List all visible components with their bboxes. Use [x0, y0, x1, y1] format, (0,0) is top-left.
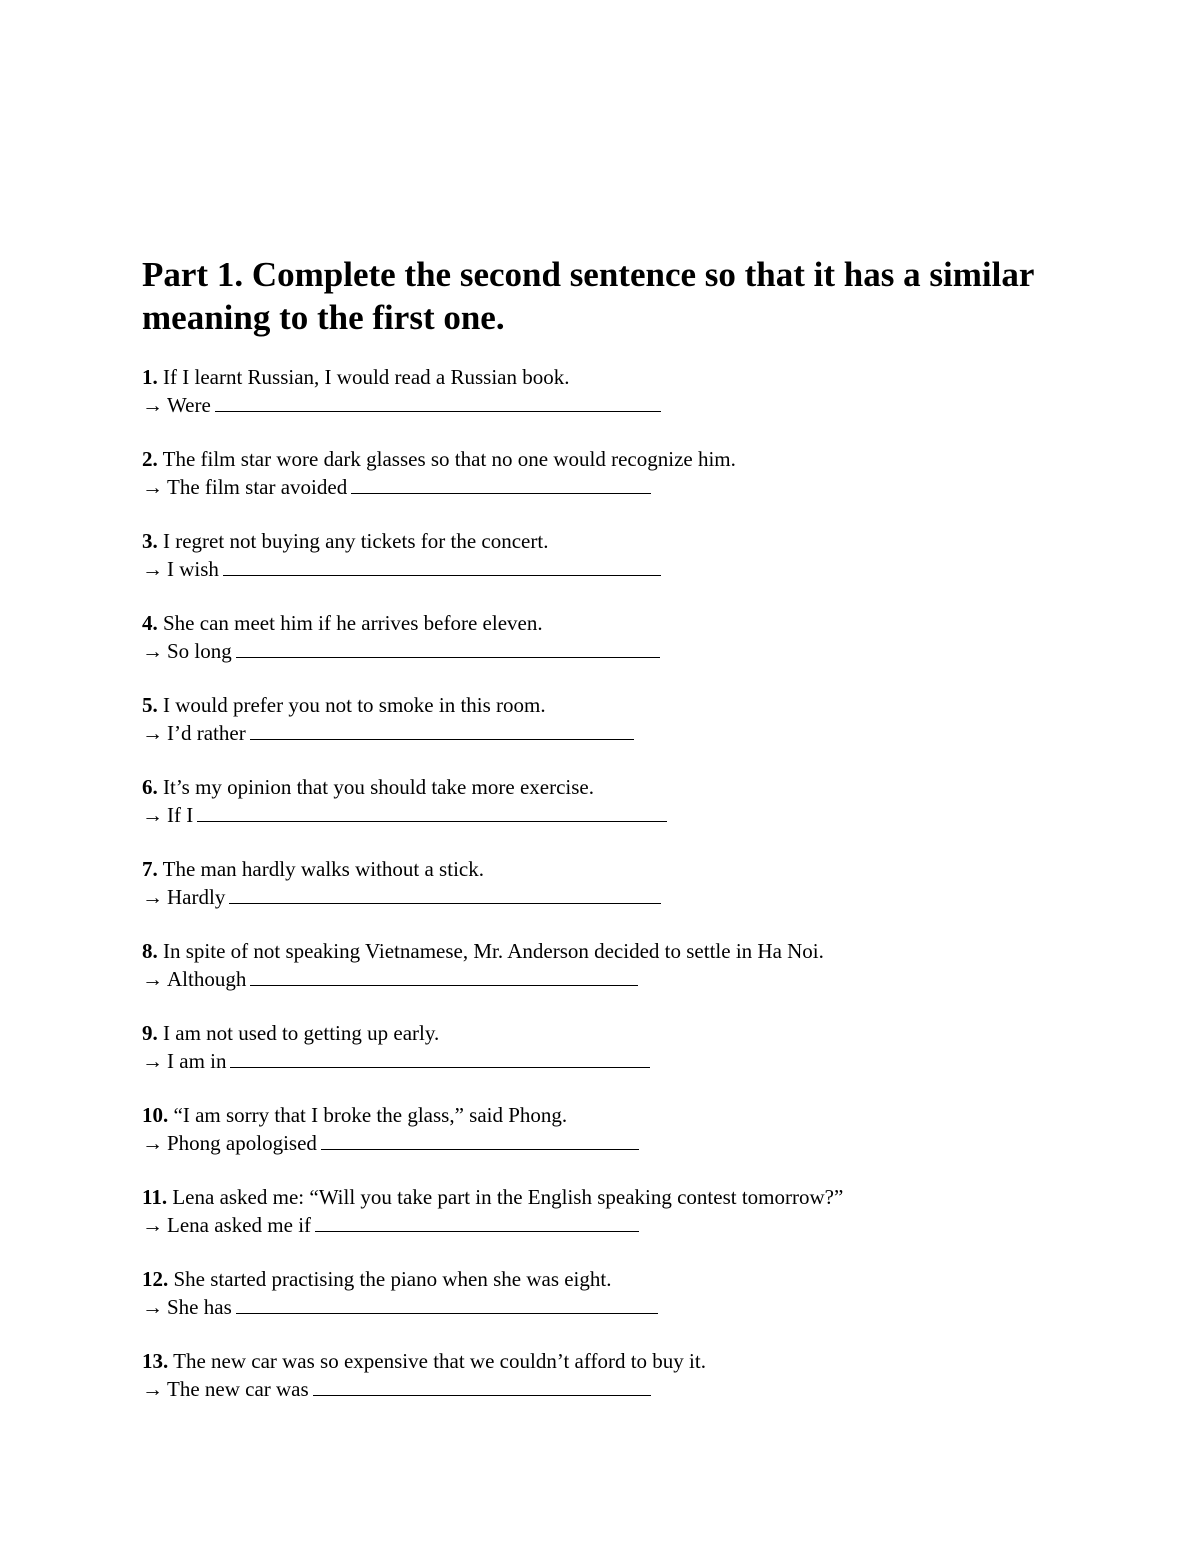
question-sentence: The man hardly walks without a stick. — [162, 857, 484, 881]
arrow-icon: → — [142, 1295, 163, 1319]
answer-prompt: Lena asked me if — [167, 1213, 312, 1237]
question-sentence: In spite of not speaking Vietnamese, Mr. Anderson decided to settle in Ha Noi. — [163, 939, 824, 963]
question-item — [142, 528, 1142, 610]
answer-prompt: She has — [167, 1295, 232, 1319]
question-item — [142, 610, 1142, 692]
question-sentence: She can meet him if he arrives before eleven. — [163, 611, 543, 635]
answer-prompt: If I — [167, 803, 194, 827]
question-item — [142, 1020, 1142, 1102]
page-heading: Part 1. Complete the second sentence so that it has a similar meaning to the first one. — [142, 255, 1034, 337]
arrow-icon: → — [142, 1131, 163, 1155]
question-number: 1. — [142, 365, 158, 389]
question-number: 3. — [142, 529, 158, 553]
question-item — [142, 364, 1142, 446]
answer-blank[interactable] — [236, 1293, 658, 1314]
question-number: 13. — [142, 1349, 169, 1373]
question-sentence: If I learnt Russian, I would read a Russian book. — [163, 365, 570, 389]
question-number: 5. — [142, 693, 158, 717]
answer-blank[interactable] — [223, 555, 661, 576]
question-item — [142, 446, 1142, 528]
question-number: 6. — [142, 775, 158, 799]
question-sentence: Lena asked me: “Will you take part in the English speaking contest tomorrow?” — [172, 1185, 844, 1209]
answer-blank[interactable] — [236, 637, 660, 658]
question-item — [142, 938, 1142, 1020]
arrow-icon: → — [142, 803, 163, 827]
question-item — [142, 1102, 1142, 1184]
question-number: 12. — [142, 1267, 169, 1291]
arrow-icon: → — [142, 721, 163, 745]
question-number: 4. — [142, 611, 158, 635]
arrow-icon: → — [142, 1049, 163, 1073]
question-sentence: “I am sorry that I broke the glass,” said Phong. — [173, 1103, 568, 1127]
question-number: 11. — [142, 1185, 168, 1209]
answer-prompt: Were — [167, 393, 211, 417]
arrow-icon: → — [142, 393, 163, 417]
answer-blank[interactable] — [197, 801, 667, 822]
question-sentence: It’s my opinion that you should take more exercise. — [163, 775, 594, 799]
question-sentence: The new car was so expensive that we couldn’t afford to buy it. — [173, 1349, 706, 1373]
arrow-icon: → — [142, 639, 163, 663]
answer-prompt: Phong apologised — [167, 1131, 317, 1155]
question-sentence: She started practising the piano when she was eight. — [173, 1267, 612, 1291]
answer-prompt: I’d rather — [167, 721, 246, 745]
arrow-icon: → — [142, 1213, 163, 1237]
answer-blank[interactable] — [229, 883, 661, 904]
question-item — [142, 1184, 1142, 1266]
arrow-icon: → — [142, 885, 163, 909]
answer-blank[interactable] — [250, 719, 634, 740]
answer-prompt: The film star avoided — [167, 475, 348, 499]
answer-prompt: Hardly — [167, 885, 226, 909]
question-number: 2. — [142, 447, 158, 471]
answer-blank[interactable] — [315, 1211, 639, 1232]
answer-prompt: I am in — [167, 1049, 227, 1073]
question-sentence: I am not used to getting up early. — [163, 1021, 440, 1045]
question-number: 7. — [142, 857, 158, 881]
arrow-icon: → — [142, 475, 163, 499]
question-number: 10. — [142, 1103, 169, 1127]
answer-prompt: The new car was — [167, 1377, 309, 1401]
arrow-icon: → — [142, 557, 163, 581]
question-sentence: I regret not buying any tickets for the concert. — [163, 529, 549, 553]
question-item — [142, 856, 1142, 938]
arrow-icon: → — [142, 967, 163, 991]
answer-blank[interactable] — [230, 1047, 650, 1068]
answer-blank[interactable] — [250, 965, 638, 986]
answer-blank[interactable] — [313, 1375, 651, 1396]
question-list — [142, 364, 1142, 1430]
answer-prompt: I wish — [167, 557, 219, 581]
question-sentence: The film star wore dark glasses so that no one would recognize him. — [162, 447, 736, 471]
arrow-icon: → — [142, 1377, 163, 1401]
question-item — [142, 692, 1142, 774]
answer-blank[interactable] — [321, 1129, 639, 1150]
answer-blank[interactable] — [215, 391, 661, 412]
answer-prompt: Although — [167, 967, 247, 991]
answer-blank[interactable] — [351, 473, 651, 494]
question-item — [142, 1348, 1142, 1430]
answer-prompt: So long — [167, 639, 232, 663]
question-number: 9. — [142, 1021, 158, 1045]
question-item — [142, 1266, 1142, 1348]
question-number: 8. — [142, 939, 158, 963]
question-item — [142, 774, 1142, 856]
question-sentence: I would prefer you not to smoke in this room. — [163, 693, 546, 717]
